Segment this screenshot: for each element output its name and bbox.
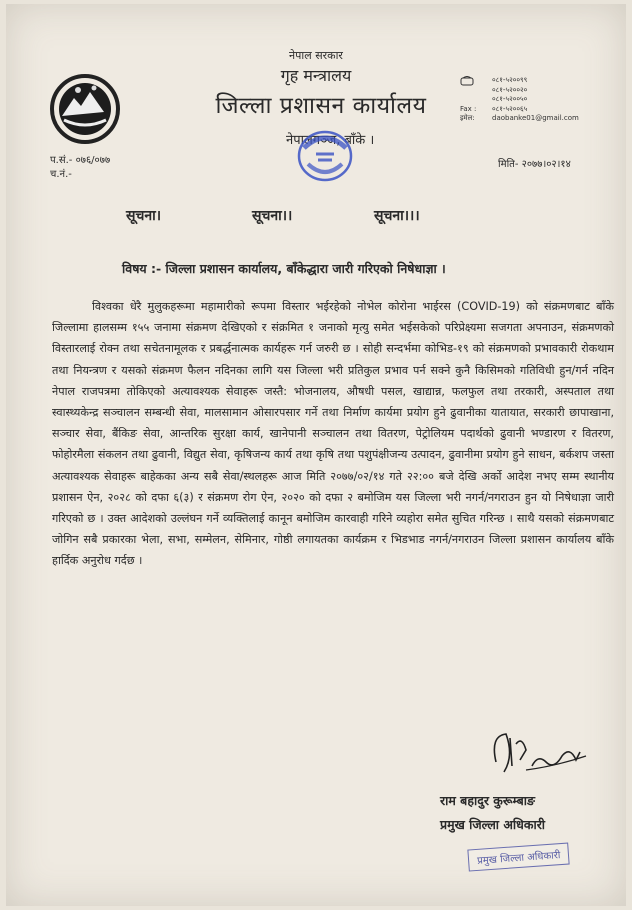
subject-line: विषय :- जिल्ला प्रशासन कार्यालय, बाँकेद्धारा जारी गरिएको निषेधाज्ञा ।: [122, 261, 446, 276]
notice-heading: सूचना।: [126, 208, 162, 224]
phone-number: ०८१-५२००९९: [492, 76, 528, 84]
notice-heading: सूचना।।: [252, 208, 293, 224]
signatory-title: प्रमुख जिल्ला अधिकारी: [440, 817, 546, 832]
letter-date: मिति- २०७७।०२।१४: [498, 159, 571, 170]
phone-number: ०८१-५२००२०: [492, 85, 528, 94]
phone-number: ०८१-५२००५०: [492, 95, 528, 103]
letter-number: प.सं.- ०७६/०७७: [50, 155, 111, 166]
notice-body: विश्वका धेरै मुलुकहरूमा महामारीको रूपमा विस्तार भईरहेको नोभेल कोरोना भाईरस (COVID-19) को संक्रमणबाट बाँके जिल्लामा हालसम्म १५५ जनामा संक्रमण देखिएको र संक्रमित १ जनाको मृत्यु समेत भईसकेको परिप्रेक्ष्यमा सजगता अपनाउन, संक्रमणको विस्तारलाई रोक्न तथा सचेतनामूलक र प्रबर्द्धनात्मक कार्यहरू गर्न जरुरी छ । सोही सन्दर्भमा कोभिड-१९ को संक्रमणको प्रभावकारी रोकथाम तथा नियन्त्रण र यसको संक्रमण फैलन नदिनका लागि यस जिल्ला भरी प्रतिकुल प्रभाव पर्न सक्ने कुनै किसिमको गतिविधी हुन/गर्न नदिन नेपाल राजपत्रमा तोकिएको अत्यावश्यक सेवाहरू जस्तै: भोजनालय, औषधी पसल, खाद्यान्न, फलफुल तथा तरकारी, अस्पताल तथा स्वास्थ्यकेन्द्र सञ्चालन सम्बन्धी सेवा, मालसामान ओसारपसार गर्ने तथा निर्माण कार्यमा प्रयोग हुने ढुवानीका यातायात, सरकारी छापाखाना, सञ्चार सेवा, बैंकिङ सेवा, आन्तरिक सुरक्षा कार्य, खानेपानी सञ्चालन तथा वितरण, पेट्रोलियम पदार्थको ढुवानी भण्डारण र वितरण, फोहोरमैला संकलन तथा ढुवानी, विद्युत सेवा, कृषिजन्य कार्य तथा कृषि तथा पशुपंक्षीजन्य उत्पादन, ढुवानीमा प्रयोग हुने साधन, बर्कशप जस्ता अत्यावश्यक सेवाहरू बाहेकका अन्य सबै सेवा/स्थलहरू आज मिति २०७७/०२/१४ गते २२:०० बजे देखि अर्को आदेश नभए सम्म स्थानीय प्रशासन ऐन, २०२८ को दफा ६(३) र संक्रमण रोग ऐन, २०२० को दफा २ बमोजिम यस जिल्ला भरी नगर्न/नगराउन हुन यो निषेधाज्ञा जारी गरिएको छ । उक्त आदेशको उल्लंघन गर्ने व्यक्तिलाई कानून बमोजिम कारवाही गरिने व्यहोरा समेत सुचित गरिन्छ । साथै यसको संक्रमणबाट जोगिन सबै प्रकारका भेला, सभा, सम्मेलन, सेमिनार, गोष्ठी लगायतका कार्यक्रम र भिडभाड नगर्न/नगराउन जिल्ला प्रशासन कार्यालय बाँके हार्दिक अनुरोध गर्दछ ।: [52, 300, 614, 568]
dispatch-number: च.नं.-: [50, 169, 72, 180]
letter-page: [6, 4, 626, 906]
fax-number: ०८१-५२००६५: [492, 104, 528, 113]
government-name: नेपाल सरकार: [289, 49, 343, 62]
nepal-emblem-icon: [48, 72, 122, 146]
notice-heading: सूचना।।।: [374, 208, 420, 224]
contact-block: [460, 76, 579, 124]
office-stamp-icon: [290, 124, 360, 188]
official-seal: प्रमुख जिल्ला अधिकारी: [467, 842, 570, 871]
reference-block: [50, 154, 110, 182]
ministry-name: गृह मन्त्रालय: [280, 66, 352, 85]
signatory-name: राम बहादुर कुरूम्बाङ: [440, 793, 536, 808]
email-address: daobanke01@gmail.com: [492, 114, 579, 122]
fax-label: Fax :: [460, 104, 477, 113]
email-label: इमेल:: [460, 114, 475, 122]
handwritten-signature-icon: [476, 726, 606, 784]
office-name: जिल्ला प्रशासन कार्यालय: [215, 93, 427, 119]
office-location: नेपालगञ्ज, बाँके ।: [286, 133, 375, 148]
